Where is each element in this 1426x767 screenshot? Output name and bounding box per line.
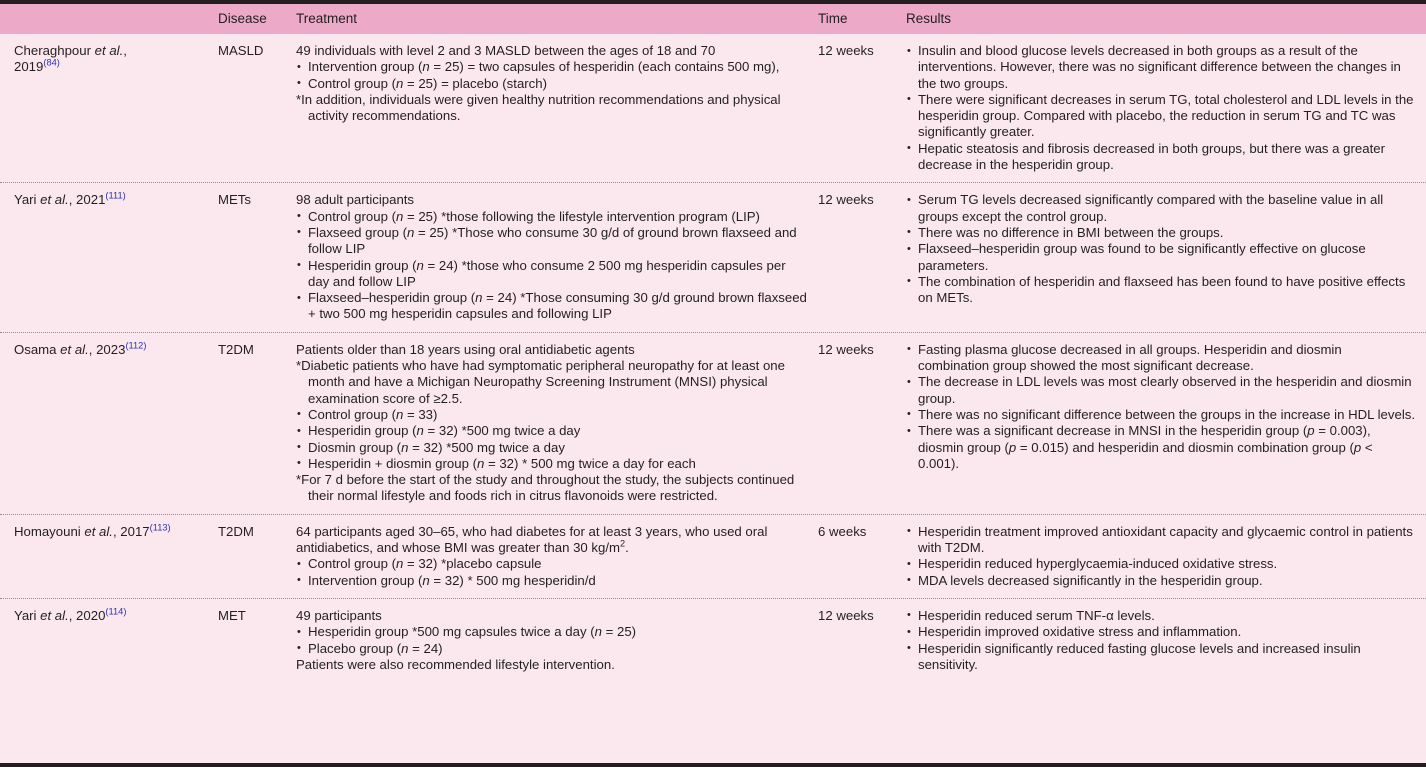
treatment-group-item: • Control group (n = 33) [296,407,810,423]
table-row [0,34,1426,182]
disease-value: T2DM [218,341,254,357]
results-item: • Flaxseed–hesperidin group was found to be significantly effective on glucose parameters. [906,241,1416,274]
treatment-group-list [296,59,810,92]
disease-value: MASLD [218,43,264,58]
treatment-lead: 49 individuals with level 2 and 3 MASLD between the ages of 18 and 70 [296,43,716,58]
table-row [0,182,1426,331]
results-item: • Insulin and blood glucose levels decreased in both groups as a result of the interventions. However, there was no significant difference between the changes in the two groups. [906,43,1416,92]
treatment-group-item: • Diosmin group (n = 32) *500 mg twice a day [296,440,810,456]
duration-value: 12 weeks [818,43,874,58]
results-description [906,34,1416,182]
results-description [906,599,1416,682]
study-reference: Homayouni et al., 2017$^{(113)}$ [14,522,171,539]
duration-value: 12 weeks [818,607,874,623]
table-body [0,34,1426,682]
treatment-lead: 49 participants [296,607,382,623]
study-reference: Osama et al., 2023$^{(112)}$ [14,340,147,357]
column-header-treatment: Treatment [296,11,358,26]
results-item: • Hesperidin treatment improved antioxidant capacity and glycaemic control in patients with T2DM. [906,524,1416,557]
results-description [906,515,1416,598]
results-item: • There was no significant difference between the groups in the increase in HDL levels. [906,407,1416,423]
study-reference: Cheraghpour et al., 2019$^{(84)}$ [14,43,127,75]
citation-superscript[interactable]: (111) [105,190,126,201]
disease-value: MET [218,607,246,623]
treatment-note: *Diabetic patients who have had symptomatic peripheral neuropathy for at least one month and have a Michigan Neuropathy Screening Instrument (MNSI) physical examination score of ≥2.5. [296,358,785,406]
results-item: • There were significant decreases in serum TG, total cholesterol and LDL levels in the hesperidin group. Compared with placebo, the reduction in serum TG and TC was significantly greater. [906,92,1416,141]
study-reference: Yari et al., 2020$^{(114)}$ [14,606,127,623]
column-header-disease: Disease [218,11,267,26]
duration-value: 12 weeks [818,341,874,357]
table-bottom-rule [0,763,1426,767]
treatment-description [296,333,810,514]
table-row [0,332,1426,514]
treatment-group-item: • Control group (n = 32) *placebo capsule [296,556,810,572]
citation-superscript[interactable]: (114) [105,606,127,617]
treatment-group-item: • Hesperidin group (n = 32) *500 mg twice a day [296,423,810,439]
treatment-group-list [296,624,810,657]
results-item: • The decrease in LDL levels was most clearly observed in the hesperidin and diosmin group. [906,374,1416,407]
results-item: • Serum TG levels decreased significantly compared with the baseline value in all groups except the control group. [906,192,1416,225]
table-header-row [0,4,1426,34]
treatment-group-item: • Control group (n = 25) *those following the lifestyle intervention program (LIP) [296,209,810,225]
citation-superscript[interactable]: (112) [125,340,147,351]
duration-value: 12 weeks [818,192,874,208]
table-row [0,598,1426,682]
treatment-group-item: • Hesperidin group *500 mg capsules twice a day (n = 25) [296,624,810,640]
results-list [906,192,1416,306]
treatment-group-item: • Hesperidin group (n = 24) *those who consume 2 500 mg hesperidin capsules per day and follow LIP [296,258,810,291]
treatment-description [296,183,810,331]
treatment-description [296,34,810,133]
treatment-group-item: • Hesperidin + diosmin group (n = 32) * 500 mg twice a day for each [296,456,810,472]
results-list [906,524,1416,589]
treatment-group-list [296,209,810,323]
results-item: • Fasting plasma glucose decreased in all groups. Hesperidin and diosmin combination group showed the most significant decrease. [906,342,1416,375]
results-list [906,43,1416,173]
disease-value: T2DM [218,523,254,539]
treatment-description [296,599,810,682]
duration-value: 6 weeks [818,523,867,539]
results-list [906,608,1416,673]
results-item: • Hesperidin reduced serum TNF-α levels. [906,608,1416,624]
results-description [906,333,1416,481]
treatment-group-item: • Placebo group (n = 24) [296,641,810,657]
disease-value: METs [218,192,251,208]
treatment-note: *For 7 d before the start of the study and throughout the study, the subjects continued their normal lifestyle and foods rich in citrus flavonoids were restricted. [296,472,795,504]
results-list [906,342,1416,472]
treatment-group-item: • Intervention group (n = 32) * 500 mg hesperidin/d [296,573,810,589]
treatment-note: Patients were also recommended lifestyle intervention. [296,656,615,672]
treatment-note: *In addition, individuals were given healthy nutrition recommendations and physical activity recommendations. [296,91,781,124]
treatment-lead: Patients older than 18 years using oral antidiabetic agents [296,341,635,357]
treatment-lead: 98 adult participants [296,192,415,208]
table-row [0,514,1426,598]
treatment-group-item: • Flaxseed group (n = 25) *Those who consume 30 g/d of ground brown flaxseed and follow LIP [296,225,810,258]
results-item: • Hesperidin improved oxidative stress and inflammation. [906,624,1416,640]
treatment-group-list [296,556,810,589]
results-description [906,183,1416,315]
citation-superscript[interactable]: (84) [43,57,60,68]
treatment-lead: 64 participants aged 30–65, who had diabetes for at least 3 years, who used oral antidiabetics, and whose BMI was greater than 30 $kg/m^2$. [296,523,768,556]
results-item: • The combination of hesperidin and flaxseed has been found to have positive effects on METs. [906,274,1416,307]
results-item: • Hepatic steatosis and fibrosis decreased in both groups, but there was a greater decrease in the hesperidin group. [906,141,1416,174]
results-item: • Hesperidin reduced hyperglycaemia-induced oxidative stress. [906,556,1416,572]
treatment-group-item: • Intervention group (n = 25) = two capsules of hesperidin (each contains 500 mg), [296,59,810,75]
treatment-group-item: • Control group (n = 25) = placebo (starch) [296,76,810,92]
treatment-group-item: • Flaxseed–hesperidin group (n = 24) *Those consuming 30 g/d ground brown flaxseed + two 500 mg hesperidin capsules and following LIP [296,290,810,323]
results-item: • There was a significant decrease in MNSI in the hesperidin group (p = 0.003), diosmin group (p = 0.015) and hesperidin and diosmin combination group (p < 0.001). [906,423,1416,472]
treatment-description [296,515,810,598]
treatment-group-list [296,407,810,472]
results-item: • MDA levels decreased significantly in the hesperidin group. [906,573,1416,589]
citation-superscript[interactable]: (113) [149,522,171,533]
column-header-results: Results [906,11,952,26]
column-header-time: Time [818,11,848,26]
results-item: • Hesperidin significantly reduced fasting glucose levels and increased insulin sensitivity. [906,641,1416,674]
study-reference: Yari et al., 2021$^{(111)}$ [14,190,126,208]
results-item: • There was no difference in BMI between the groups. [906,225,1416,241]
